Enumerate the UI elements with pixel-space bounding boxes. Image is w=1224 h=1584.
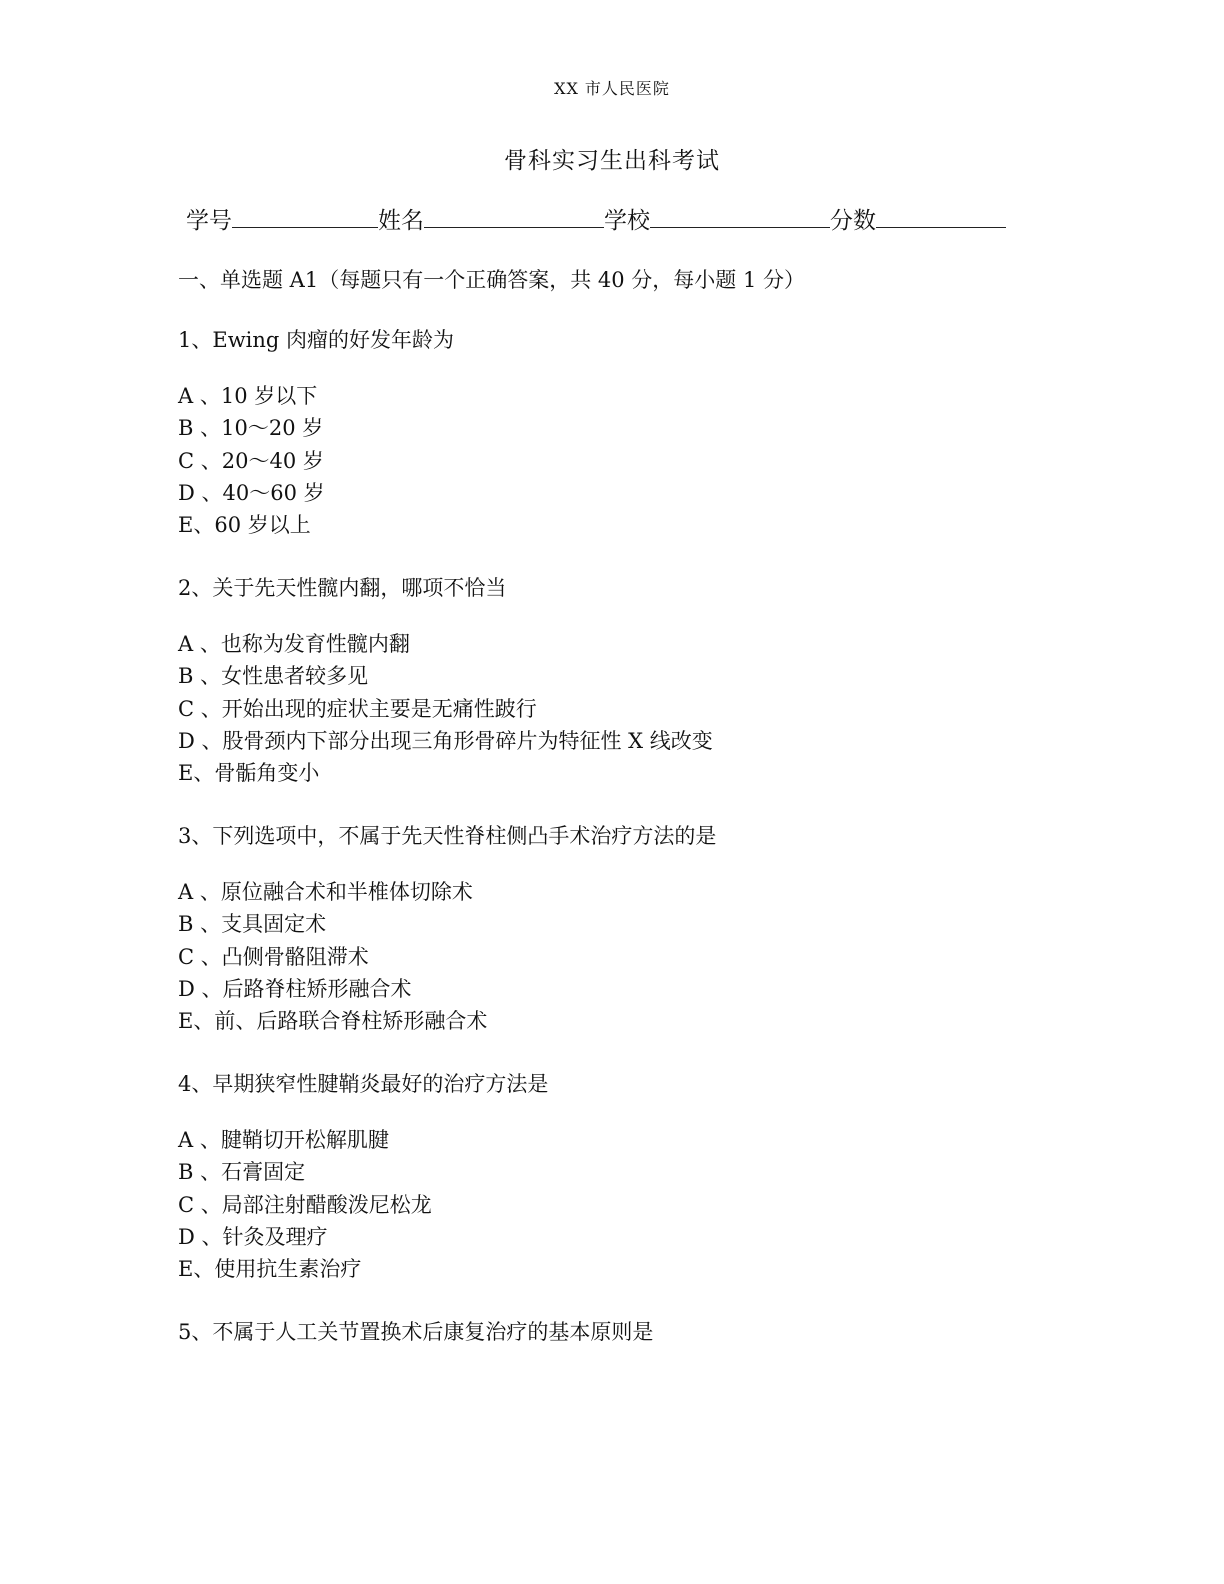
- option-b: B 、支具固定术: [178, 912, 327, 937]
- question-4: 4、早期狭窄性腱鞘炎最好的治疗方法是: [178, 1072, 549, 1096]
- hospital-name: XX 市人民医院: [554, 79, 670, 98]
- name-blank[interactable]: [424, 205, 604, 228]
- option-d: D 、针灸及理疗: [178, 1224, 328, 1249]
- question-3: 3、下列选项中，不属于先天性脊柱侧凸手术治疗方法的是: [178, 824, 717, 848]
- option-c: C 、凸侧骨骼阻滞术: [178, 944, 369, 969]
- option-d: D 、后路脊柱矫形融合术: [178, 976, 412, 1001]
- option-b: B 、女性患者较多见: [178, 664, 369, 689]
- school-blank[interactable]: [650, 205, 830, 228]
- school-label: 学校: [604, 208, 650, 234]
- option-a: A 、也称为发育性髋内翻: [178, 632, 410, 656]
- option-e: E、骨骺角变小: [178, 761, 320, 786]
- option-d: D 、股骨颈内下部分出现三角形骨碎片为特征性 X 线改变: [178, 728, 713, 753]
- section-title: 一、单选题 A1（每题只有一个正确答案，共 40 分，每小题 1 分）: [178, 268, 805, 292]
- exam-title: 骨科实习生出科考试: [504, 148, 720, 174]
- option-c: C 、开始出现的症状主要是无痛性跛行: [178, 696, 537, 721]
- question-1-options: [178, 380, 325, 541]
- option-a: A 、原位融合术和半椎体切除术: [178, 880, 473, 904]
- name-label: 姓名: [378, 208, 424, 234]
- question-1: 1、Ewing 肉瘤的好发年龄为: [178, 328, 455, 352]
- score-blank[interactable]: [876, 205, 1006, 228]
- student-id-blank[interactable]: [232, 205, 378, 228]
- question-5: 5、不属于人工关节置换术后康复治疗的基本原则是: [178, 1320, 654, 1344]
- option-b: B 、10～20 岁: [178, 416, 324, 441]
- question-4-options: [178, 1124, 432, 1285]
- option-a: A 、腱鞘切开松解肌腱: [178, 1128, 389, 1152]
- option-b: B 、石膏固定: [178, 1160, 306, 1185]
- score-label: 分数: [830, 208, 876, 234]
- question-2: 2、关于先天性髋内翻，哪项不恰当: [178, 576, 507, 600]
- option-c: C 、局部注射醋酸泼尼松龙: [178, 1192, 432, 1217]
- option-a: A 、10 岁以下: [178, 384, 318, 408]
- option-e: E、使用抗生素治疗: [178, 1257, 362, 1282]
- question-2-options: [178, 628, 713, 789]
- option-e: E、60 岁以上: [178, 513, 311, 538]
- question-3-options: [178, 876, 487, 1037]
- student-id-label: 学号: [186, 208, 232, 234]
- option-d: D 、40～60 岁: [178, 480, 325, 505]
- option-c: C 、20～40 岁: [178, 448, 324, 473]
- option-e: E、前、后路联合脊柱矫形融合术: [178, 1009, 488, 1034]
- student-info-line: [186, 202, 1046, 235]
